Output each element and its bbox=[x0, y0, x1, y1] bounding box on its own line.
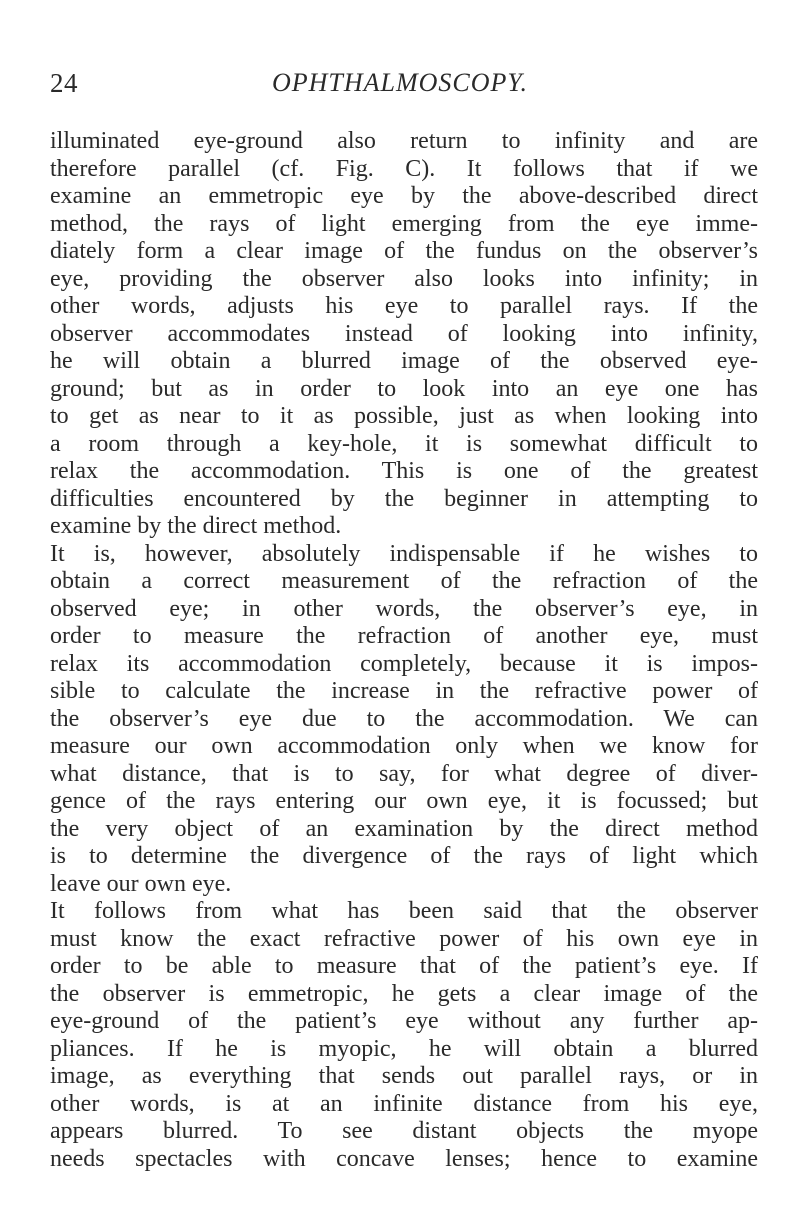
text-line: examine an emmetropic eye by the above-described direct bbox=[50, 183, 758, 209]
text-line: eye-ground of the patient’s eye without any further ap- bbox=[50, 1008, 758, 1034]
body-text bbox=[50, 128, 758, 1173]
text-line: It is, however, absolutely indispensable if he wishes to bbox=[50, 540, 758, 567]
text-line: diately form a clear image of the fundus on the observer’s bbox=[50, 238, 758, 264]
text-line: the observer’s eye due to the accommodation. We can bbox=[50, 705, 758, 732]
text-line: gence of the rays entering our own eye, it is focussed; but bbox=[50, 788, 758, 814]
text-line: what distance, that is to say, for what degree of diver- bbox=[50, 760, 758, 787]
text-line: relax its accommodation completely, because it is impos- bbox=[50, 650, 758, 677]
text-line: observer accommodates instead of looking into infinity, bbox=[50, 320, 758, 347]
text-line: observed eye; in other words, the observer’s eye, in bbox=[50, 595, 758, 622]
text-line: must know the exact refractive power of his own eye in bbox=[50, 925, 758, 952]
text-line: order to be able to measure that of the patient’s eye. If bbox=[50, 953, 758, 979]
running-head bbox=[50, 68, 750, 108]
text-line: is to determine the divergence of the rays of light which bbox=[50, 843, 758, 869]
text-line: It follows from what has been said that the observer bbox=[50, 898, 758, 924]
text-line: leave our own eye. bbox=[50, 870, 232, 897]
text-line: the observer is emmetropic, he gets a clear image of the bbox=[50, 980, 758, 1007]
text-line: sible to calculate the increase in the refractive power of bbox=[50, 678, 758, 704]
text-line: other words, adjusts his eye to parallel rays. If the bbox=[50, 293, 758, 319]
text-line: illuminated eye-ground also return to infinity and are bbox=[50, 128, 758, 154]
text-line: he will obtain a blurred image of the observed eye- bbox=[50, 348, 758, 374]
text-line: other words, is at an infinite distance from his eye, bbox=[50, 1090, 758, 1117]
text-line: relax the accommodation. This is one of the greatest bbox=[50, 458, 758, 484]
text-line: a room through a key-hole, it is somewhat difficult to bbox=[50, 430, 758, 457]
text-line: measure our own accommodation only when we know for bbox=[50, 733, 758, 759]
running-title: OPHTHALMOSCOPY. bbox=[271, 68, 529, 97]
text-line: examine by the direct method. bbox=[50, 513, 342, 539]
text-line: image, as everything that sends out parallel rays, or in bbox=[50, 1063, 758, 1089]
text-line: ground; but as in order to look into an eye one has bbox=[50, 375, 758, 402]
text-line: to get as near to it as possible, just as when looking into bbox=[50, 403, 758, 429]
text-line: order to measure the refraction of another eye, must bbox=[50, 623, 758, 649]
text-line: needs spectacles with concave lenses; hence to examine bbox=[50, 1145, 758, 1172]
text-line: method, the rays of light emerging from the eye imme- bbox=[50, 210, 758, 237]
text-line: eye, providing the observer also looks into infinity; in bbox=[50, 265, 758, 292]
text-line: pliances. If he is myopic, he will obtain a blurred bbox=[50, 1035, 758, 1062]
text-line: therefore parallel (cf. Fig. C). It follows that if we bbox=[50, 155, 758, 182]
text-line: obtain a correct measurement of the refraction of the bbox=[50, 568, 758, 594]
page-number: 24 bbox=[50, 68, 78, 98]
text-line: the very object of an examination by the direct method bbox=[50, 815, 758, 842]
text-line: appears blurred. To see distant objects the myope bbox=[50, 1118, 758, 1144]
text-line: difficulties encountered by the beginner in attempting to bbox=[50, 485, 758, 512]
